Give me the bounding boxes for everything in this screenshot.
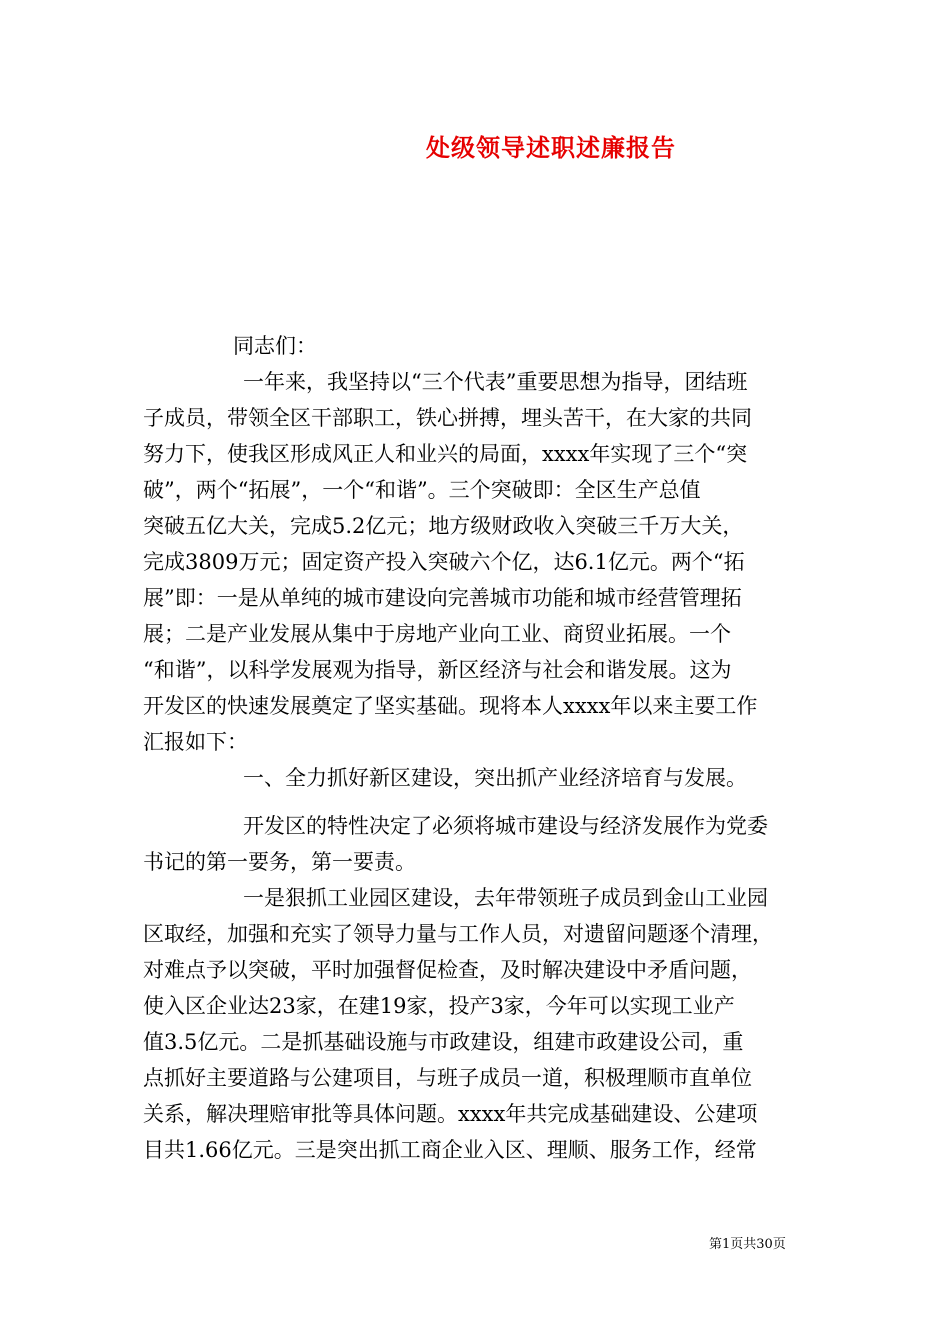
paragraph-line: 展”即：一是从单纯的城市建设向完善城市功能和城市经营管理拓 (143, 586, 742, 610)
document-title: 处级领导述职述廉报告 (426, 133, 676, 162)
paragraph-line: “和谐”，以科学发展观为指导，新区经济与社会和谐发展。这为 (143, 658, 732, 682)
paragraph-line: 开发区的快速发展奠定了坚实基础。现将本人xxxx年以来主要工作 (143, 694, 758, 718)
greeting: 同志们： (233, 334, 317, 358)
paragraph-line: 破”，两个“拓展”，一个“和谐”。三个突破即：全区生产总值 (143, 478, 701, 502)
paragraph-line: 汇报如下： (143, 730, 248, 754)
paragraph-line: 开发区的特性决定了必须将城市建设与经济发展作为党委 (243, 814, 768, 838)
paragraph-line: 值3.5亿元。二是抓基础设施与市政建设，组建市政建设公司，重 (143, 1030, 744, 1054)
paragraph-line: 使入区企业达23家，在建19家，投产3家，今年可以实现工业产 (143, 994, 735, 1018)
paragraph-line: 子成员，带领全区干部职工，铁心拼搏，埋头苦干，在大家的共同 (143, 406, 752, 430)
paragraph-line: 书记的第一要务，第一要责。 (143, 850, 416, 874)
paragraph-line: 突破五亿大关，完成5.2亿元；地方级财政收入突破三千万大关， (143, 514, 744, 538)
paragraph-line: 努力下，使我区形成风正人和业兴的局面，xxxx年实现了三个“突 (143, 442, 748, 466)
paragraph-line: 展；二是产业发展从集中于房地产业向工业、商贸业拓展。一个 (143, 622, 731, 646)
paragraph-line: 一年来，我坚持以“三个代表”重要思想为指导，团结班 (243, 370, 748, 394)
section-heading: 一、全力抓好新区建设，突出抓产业经济培育与发展。 (243, 766, 747, 790)
paragraph-line: 完成3809万元；固定资产投入突破六个亿，达6.1亿元。两个“拓 (143, 550, 745, 574)
paragraph-line: 点抓好主要道路与公建项目，与班子成员一道，积极理顺市直单位 (143, 1066, 752, 1090)
page-number: 第1页共30页 (709, 1237, 786, 1252)
paragraph-line: 关系，解决理赔审批等具体问题。xxxx年共完成基础建设、公建项 (143, 1102, 758, 1126)
paragraph-line: 目共1.66亿元。三是突出抓工商企业入区、理顺、服务工作，经常 (143, 1138, 757, 1162)
paragraph-line: 区取经，加强和充实了领导力量与工作人员，对遗留问题逐个清理， (143, 922, 773, 946)
paragraph-line: 对难点予以突破，平时加强督促检查，及时解决建设中矛盾问题， (143, 958, 752, 982)
paragraph-line: 一是狠抓工业园区建设，去年带领班子成员到金山工业园 (243, 886, 768, 910)
